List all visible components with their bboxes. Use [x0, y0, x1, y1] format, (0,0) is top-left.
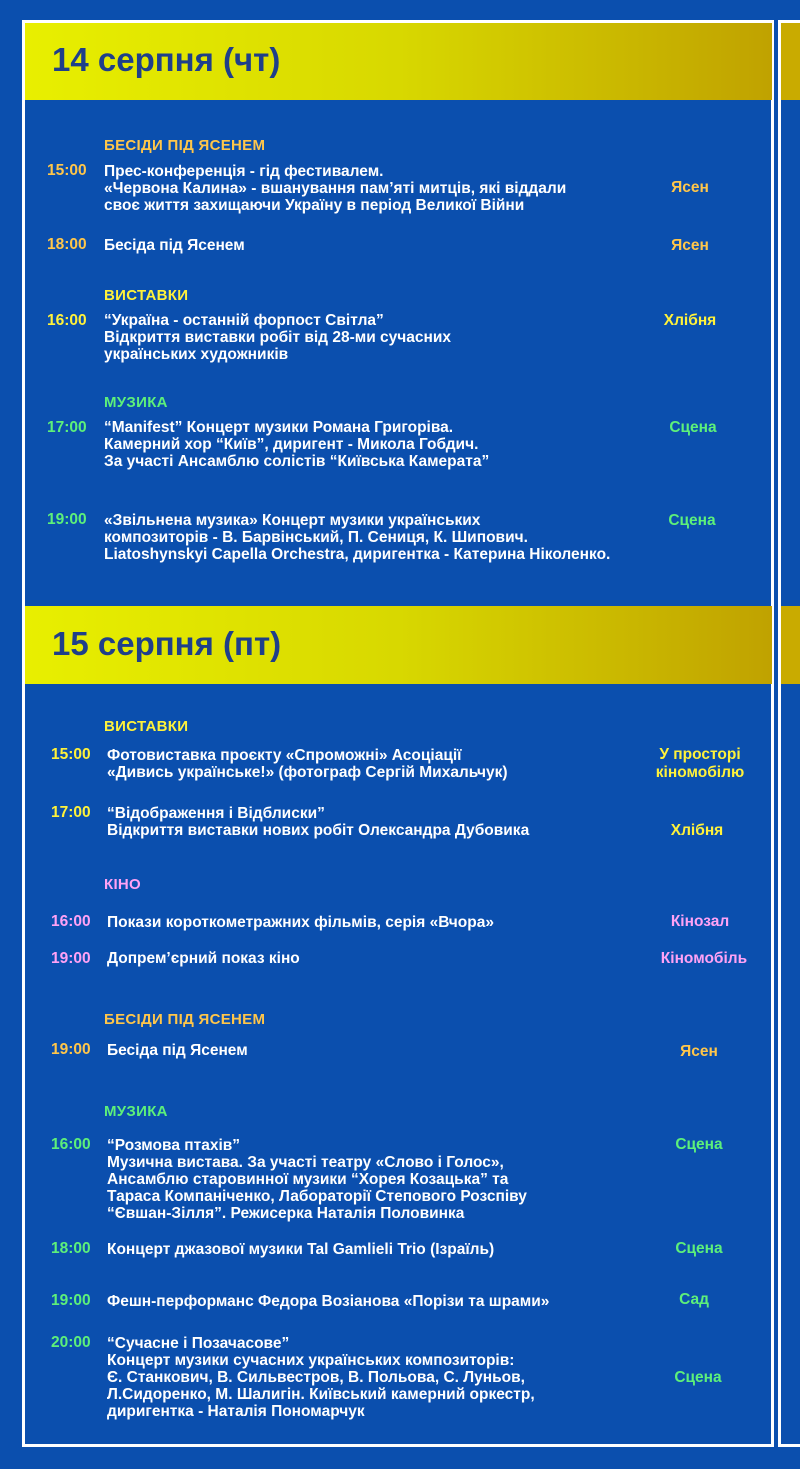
event-venue: Ясен	[671, 237, 709, 254]
event-venue: Кінозал	[670, 913, 730, 930]
event-description: “Україна - останній форпост Світла” Відкриття виставки робіт від 28-ми сучасних українських художників	[104, 312, 452, 363]
event-venue: Кіномобіль	[660, 950, 748, 967]
event-time: 17:00	[51, 804, 91, 821]
event-venue: Сцена	[668, 512, 716, 529]
event-venue: Хлібня	[663, 312, 717, 329]
event-description: Бесіда під Ясенем	[104, 237, 245, 254]
category-label: ВИСТАВКИ	[104, 287, 189, 304]
event-time: 16:00	[51, 913, 91, 930]
event-time: 19:00	[51, 1292, 91, 1309]
event-description: Бесіда під Ясенем	[107, 1042, 248, 1059]
event-venue: Сцена	[675, 1240, 723, 1257]
event-description: «Звільнена музика» Концерт музики українських композиторів - В. Барвінський, П. Сениця, К. Шипович. Liatoshynskyi Capella Orchestra, диригентка - Катерина Ніколенко.	[104, 512, 611, 563]
event-venue: Сцена	[674, 1369, 722, 1386]
event-venue: Сцена	[669, 419, 717, 436]
category-label: МУЗИКА	[104, 1103, 168, 1120]
event-description: “Manifest” Концерт музики Романа Григоріва. Камерний хор “Київ”, диригент - Микола Гобдич. За участі Ансамблю солістів “Київська Камерата”	[104, 419, 490, 470]
event-time: 15:00	[51, 746, 91, 763]
event-description: Фешн-перформанс Федора Возіанова «Порізи та шрами»	[107, 1293, 550, 1310]
event-time: 20:00	[51, 1334, 91, 1351]
category-label: БЕСІДИ ПІД ЯСЕНЕМ	[104, 137, 266, 154]
day-header	[25, 23, 772, 100]
day-header-side	[781, 23, 800, 100]
event-description: Покази короткометражних фільмів, серія «Вчора»	[107, 914, 494, 931]
day-header-side	[781, 606, 800, 684]
event-venue: Хлібня	[670, 822, 724, 839]
event-venue: Ясен	[671, 179, 709, 196]
event-description: Прес-конференція - гід фестивалем. «Червона Калина» - вшанування пам’яті митців, які віддали своє життя захищаючи Україну в період Великої Війни	[104, 163, 567, 214]
event-time: 15:00	[47, 162, 87, 179]
category-label: МУЗИКА	[104, 394, 168, 411]
day-title: 14 серпня (чт)	[52, 41, 281, 78]
event-venue: У просторі кіномобілю	[655, 746, 745, 781]
next-page-frame	[778, 20, 800, 1447]
event-venue: Ясен	[680, 1043, 718, 1060]
category-label: БЕСІДИ ПІД ЯСЕНЕМ	[104, 1011, 266, 1028]
event-time: 19:00	[51, 1041, 91, 1058]
event-description: “Відображення і Відблиски” Відкриття виставки нових робіт Олександра Дубовика	[107, 805, 530, 839]
category-label: ВИСТАВКИ	[104, 718, 189, 735]
day-header	[25, 606, 772, 684]
event-description: Фотовиставка проєкту «Спроможні» Асоціації «Дивись українське!» (фотограф Сергій Михальчук)	[107, 747, 508, 781]
event-description: Концерт джазової музики Tal Gamlieli Trio (Ізраїль)	[107, 1241, 495, 1258]
event-venue: Сад	[679, 1291, 709, 1308]
event-time: 19:00	[51, 950, 91, 967]
event-description: Допрем’єрний показ кіно	[107, 950, 300, 967]
event-time: 16:00	[51, 1136, 91, 1153]
event-time: 16:00	[47, 312, 87, 329]
category-label: КІНО	[104, 876, 142, 893]
event-description: “Розмова птахів” Музична вистава. За участі театру «Слово і Голос», Ансамблю старовинної музики “Хорея Козацька” та Тараса Компаніченко, Лабораторії Степового Розспіву “Євшан-Зілля”. Режисерка Наталія Половинка	[107, 1137, 527, 1222]
event-venue: Сцена	[675, 1136, 723, 1153]
event-time: 19:00	[47, 511, 87, 528]
event-time: 18:00	[47, 236, 87, 253]
event-description: “Сучасне і Позачасове” Концерт музики сучасних українських композиторів: Є. Станкович, В. Сильвестров, В. Польова, С. Луньов, Л.Сидоренко, М. Шалигін. Київський камерний оркестр, диригентка - Наталія Пономарчук	[107, 1335, 535, 1420]
event-time: 17:00	[47, 419, 87, 436]
day-title: 15 серпня (пт)	[52, 625, 282, 662]
event-time: 18:00	[51, 1240, 91, 1257]
